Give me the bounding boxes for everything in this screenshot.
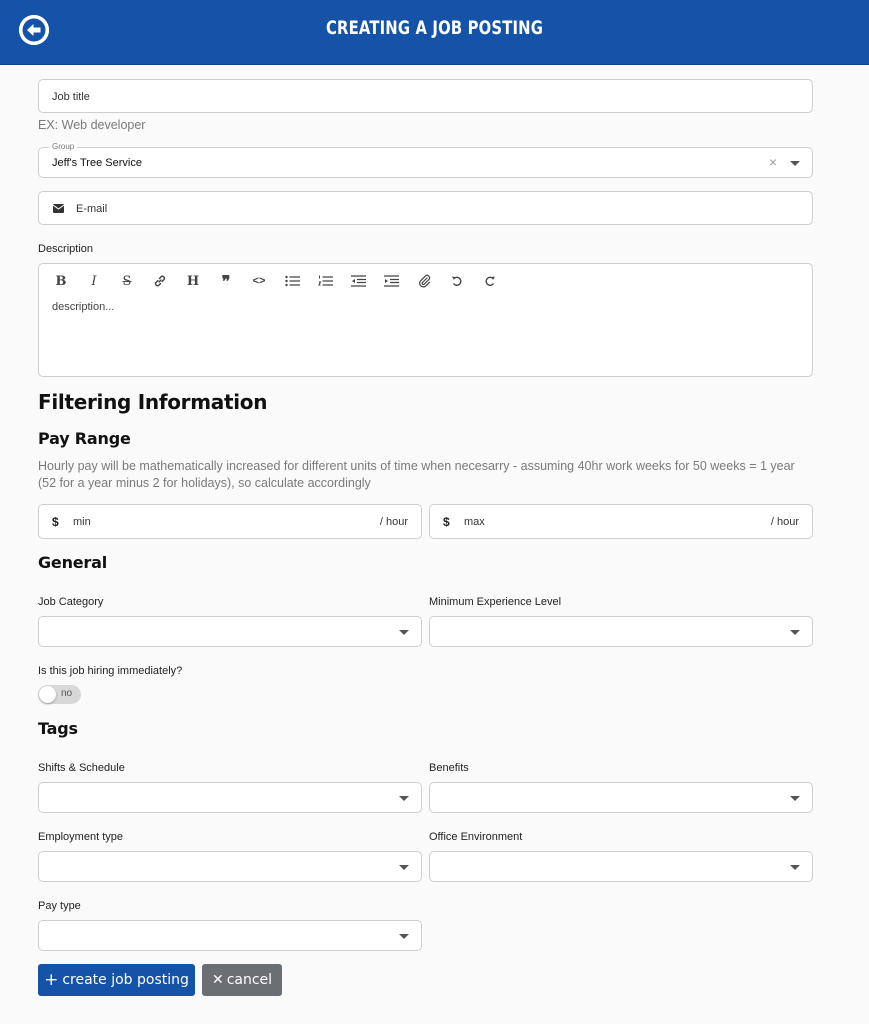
arrow-left-circle-icon	[19, 15, 49, 45]
job-title-placeholder: Job title	[52, 91, 90, 103]
pay-min-suffix: / hour	[379, 516, 408, 528]
pay-max-suffix: / hour	[770, 516, 799, 528]
link-icon[interactable]	[151, 273, 169, 289]
clear-icon[interactable]: ×	[768, 154, 777, 170]
min-experience-select[interactable]	[429, 616, 813, 647]
employment-type-select[interactable]	[38, 851, 422, 882]
chevron-down-icon[interactable]	[399, 796, 409, 801]
chevron-down-icon[interactable]	[790, 630, 800, 635]
code-icon[interactable]: <>	[252, 275, 266, 287]
job-title-input[interactable]	[38, 79, 813, 113]
email-placeholder: E-mail	[76, 203, 108, 215]
chevron-down-icon[interactable]	[399, 865, 409, 870]
group-value: Jeff's Tree Service	[52, 157, 142, 169]
chevron-down-icon[interactable]	[399, 630, 409, 635]
general-heading: General	[38, 553, 107, 572]
pay-type-label: Pay type	[38, 900, 81, 912]
chevron-down-icon[interactable]	[399, 934, 409, 939]
back-button[interactable]	[19, 15, 49, 45]
toggle-state: no	[61, 688, 73, 699]
cancel-button-label: cancel	[226, 972, 273, 988]
create-job-posting-button[interactable]	[38, 964, 195, 996]
shifts-label: Shifts & Schedule	[38, 762, 125, 774]
header-bar	[0, 0, 869, 65]
heading-icon[interactable]: H	[186, 273, 200, 289]
dollar-icon: $	[52, 515, 59, 529]
outdent-icon[interactable]	[349, 273, 367, 289]
create-button-label: create job posting	[62, 972, 189, 988]
min-experience-label: Minimum Experience Level	[429, 596, 562, 608]
pay-min-input[interactable]	[38, 504, 422, 539]
job-category-select[interactable]	[38, 616, 422, 647]
job-title-help: EX: Web developer	[38, 118, 146, 132]
chevron-down-icon[interactable]	[790, 161, 800, 166]
benefits-label: Benefits	[429, 762, 469, 774]
pay-range-heading: Pay Range	[38, 429, 131, 448]
chevron-down-icon[interactable]	[790, 865, 800, 870]
group-label: Group	[49, 142, 77, 151]
email-field[interactable]	[38, 191, 813, 225]
pay-min-placeholder: min	[73, 516, 91, 528]
strikethrough-icon[interactable]: S	[122, 273, 132, 289]
pay-range-help: Hourly pay will be mathematically increased for different units of time when necesarry - assuming 40hr work weeks for 50 weeks = 1 year (52 for a year minus 2 for holidays), so calculate accordingly	[38, 459, 795, 490]
dollar-icon: $	[443, 515, 450, 529]
office-environment-label: Office Environment	[429, 831, 523, 843]
page-title: CREATING A JOB POSTING	[325, 17, 544, 39]
shifts-select[interactable]	[38, 782, 422, 813]
benefits-select[interactable]	[429, 782, 813, 813]
toggle-knob	[39, 686, 56, 703]
description-label: Description	[38, 243, 94, 255]
pay-max-input[interactable]	[429, 504, 813, 539]
pay-type-select[interactable]	[38, 920, 422, 951]
filtering-heading: Filtering Information	[38, 390, 268, 414]
close-icon: ✕	[211, 972, 224, 988]
cancel-button[interactable]	[202, 964, 282, 996]
envelope-icon	[53, 204, 64, 213]
hiring-immediately-label: Is this job hiring immediately?	[38, 665, 183, 677]
hiring-immediately-toggle[interactable]	[38, 685, 81, 704]
undo-icon[interactable]	[448, 273, 466, 289]
italic-icon[interactable]: I	[91, 273, 97, 289]
employment-type-label: Employment type	[38, 831, 123, 843]
bullet-list-icon[interactable]	[283, 273, 301, 289]
quote-icon[interactable]: ❞	[221, 271, 231, 291]
pay-max-placeholder: max	[464, 516, 485, 528]
group-select[interactable]	[38, 142, 813, 178]
attachment-icon[interactable]	[415, 273, 433, 289]
description-placeholder: description...	[52, 301, 115, 313]
redo-icon[interactable]	[481, 273, 499, 289]
description-editor[interactable]	[38, 263, 813, 377]
tags-heading: Tags	[38, 719, 78, 738]
job-category-label: Job Category	[38, 596, 104, 608]
indent-icon[interactable]	[382, 273, 400, 289]
plus-icon: +	[44, 970, 59, 990]
numbered-list-icon[interactable]	[316, 273, 334, 289]
office-environment-select[interactable]	[429, 851, 813, 882]
bold-icon[interactable]: B	[55, 273, 67, 289]
chevron-down-icon[interactable]	[790, 796, 800, 801]
